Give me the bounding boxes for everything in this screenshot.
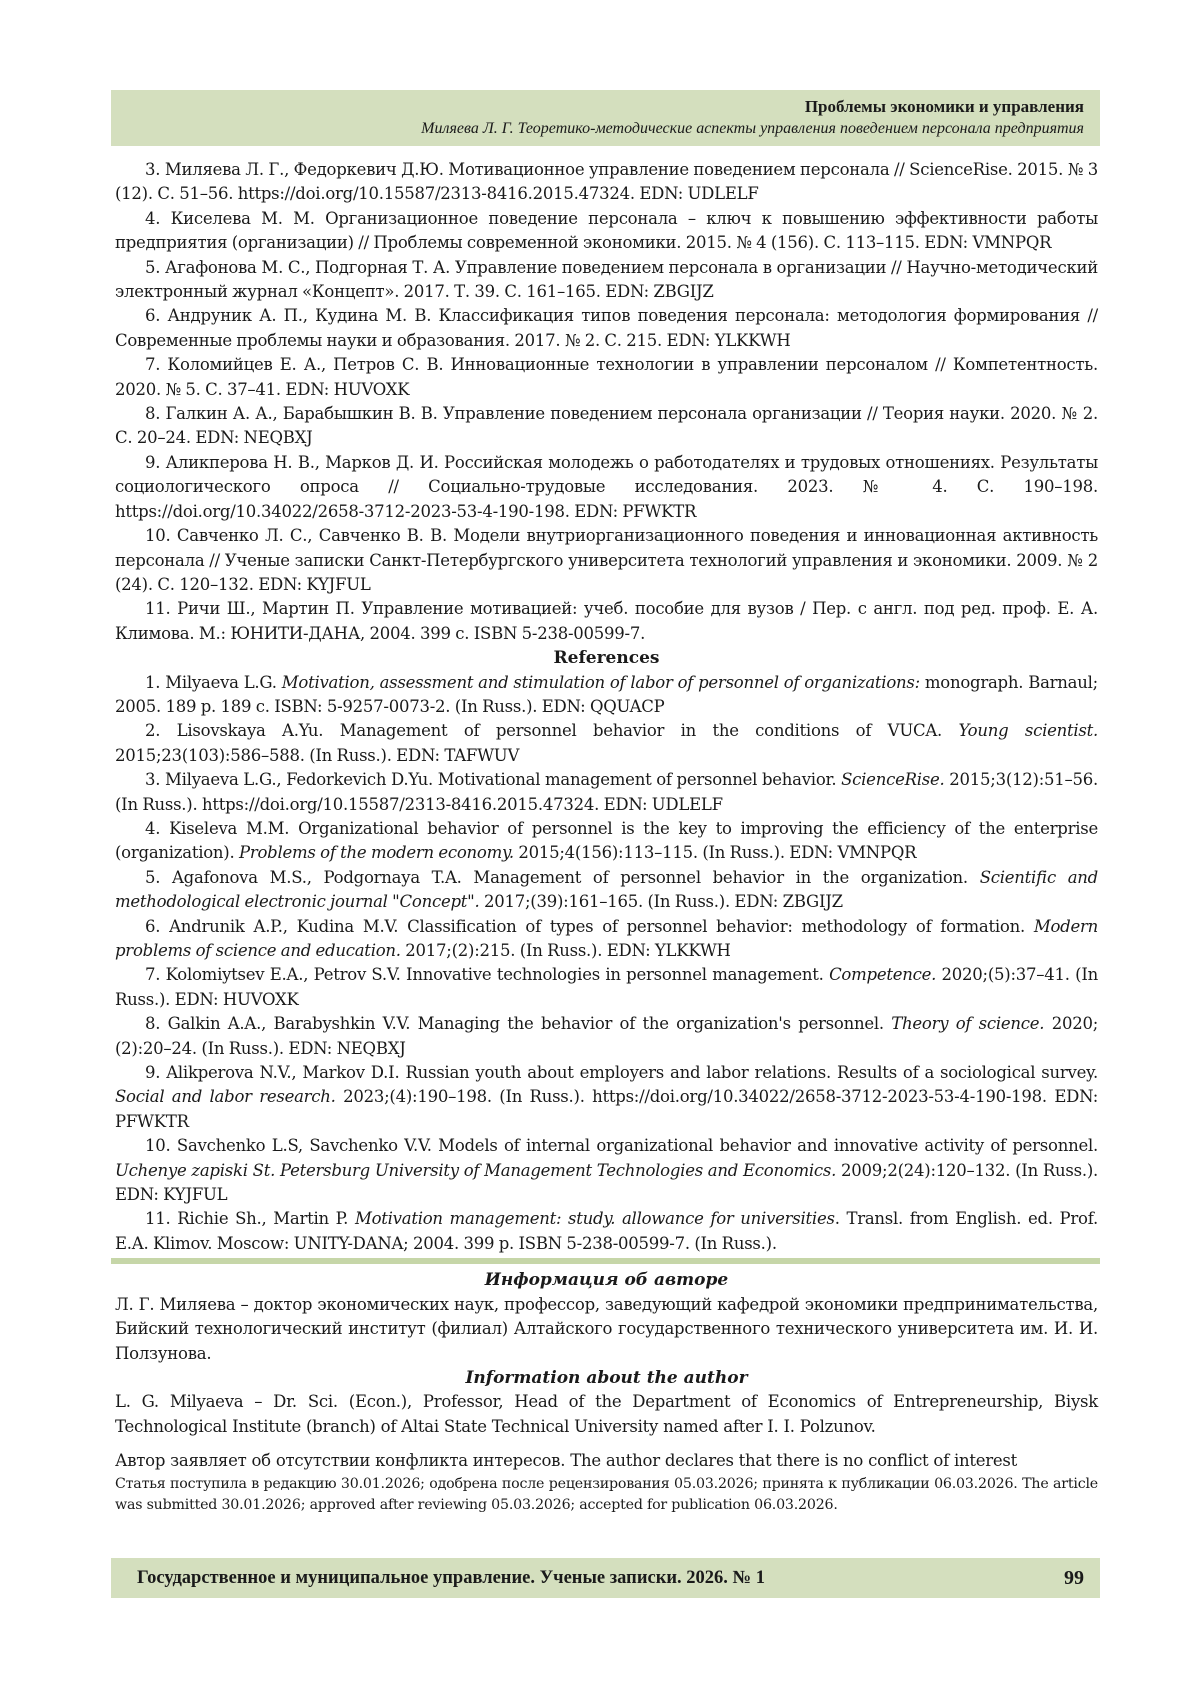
ru-reference-item: 6. Андруник А. П., Кудина М. В. Классификация типов поведения персонала: методология формирования // Современные проблемы науки и образования. 2017. № 2. С. 215. EDN: YLKKWH: [115, 306, 1098, 350]
ru-reference-item: 11. Ричи Ш., Мартин П. Управление мотивацией: учеб. пособие для вузов / Пер. с англ. под ред. проф. Е. А. Климова. М.: ЮНИТИ-ДАНА, 2004. 399 с. ISBN 5-238-00599-7.: [115, 599, 1098, 643]
en-reference-item: 3. Milyaeva L.G., Fedorkevich D.Yu. Motivational management of personnel behavior. ScienceRise. 2015;3(12):51–56. (In Russ.). https://doi.org/10.15587/2313-8416.2015.47324. EDN: UDLELF: [115, 770, 1098, 814]
en-reference-item: 2. Lisovskaya A.Yu. Management of personnel behavior in the conditions of VUCA. Young scientist. 2015;23(103):586–588. (In Russ.). EDN: TAFWUV: [115, 721, 1098, 765]
running-header: [111, 90, 1100, 146]
page-content: [115, 158, 1098, 1516]
en-reference-item: 10. Savchenko L.S, Savchenko V.V. Models of internal organizational behavior and innovative activity of personnel. Uchenye zapiski St. Petersburg University of Management Technologies and Economics. 2009;2(24):120–132. (In Russ.). EDN: KYJFUL: [115, 1136, 1099, 1205]
ru-reference-item: 10. Савченко Л. С., Савченко В. В. Модели внутриорганизационного поведения и инновационная активность персонала // Ученые записки Санкт-Петербургского университета технологий управления и экономики. 2009. № 2 (24). С. 120–132. EDN: KYJFUL: [115, 526, 1098, 594]
en-reference-item: 11. Richie Sh., Martin P. Motivation management: study. allowance for universities. Transl. from English. ed. Prof. E.A. Klimov. Moscow: UNITY-DANA; 2004. 399 p. ISBN 5-238-00599-7. (In Russ.).: [115, 1209, 1098, 1253]
en-reference-item: 9. Alikperova N.V., Markov D.I. Russian youth about employers and labor relations. Results of a sociological survey. Social and labor research. 2023;(4):190–198. (In Russ.). https://doi.org/10.34022/2658-3712-2023-53-4-190-198. EDN: PFWKTR: [115, 1063, 1099, 1131]
ru-reference-item: 8. Галкин А. А., Барабышкин В. В. Управление поведением персонала организации // Теория науки. 2020. № 2. С. 20–24. EDN: NEQBXJ: [115, 404, 1098, 448]
references-heading: References: [553, 648, 660, 669]
article-dates: Статья поступила в редакцию 30.01.2026; одобрена после рецензирования 05.03.2026; принята к публикации 06.03.2026. The article was submitted 30.01.2026; approved after reviewing 05.03.2026; accepted for publication 06.03.2026.: [115, 1475, 1098, 1513]
author-info: [115, 1268, 1098, 1439]
ru-reference-item: 7. Коломийцев Е. А., Петров С. В. Инновационные технологии в управлении персоналом // Компетентность. 2020. № 5. С. 37–41. EDN: HUVOXK: [115, 355, 1098, 399]
en-reference-item: 7. Kolomiytsev E.A., Petrov S.V. Innovative technologies in personnel management. Competence. 2020;(5):37–41. (In Russ.). EDN: HUVOXK: [115, 965, 1098, 1009]
author-info-heading-en: Information about the author: [465, 1367, 748, 1388]
author-info-heading-ru: Информация об авторе: [484, 1270, 729, 1291]
header-journal-title: Проблемы экономики и управления: [804, 97, 1084, 116]
ru-reference-item: 5. Агафонова М. С., Подгорная Т. А. Управление поведением персонала в организации // Научно-методический электронный журнал «Концепт». 2017. Т. 39. С. 161–165. EDN: ZBGIJZ: [115, 257, 1098, 302]
running-footer: [111, 1558, 1100, 1598]
en-reference-item: 1. Milyaeva L.G. Motivation, assessment and stimulation of labor of personnel of organizations: monograph. Barnaul; 2005. 189 p. 189 с. ISBN: 5-9257-0073-2. (In Russ.). EDN: QQUACP: [115, 672, 1098, 716]
header-article-title: Миляева Л. Г. Теоретико-методические аспекты управления поведением персонала предприятия: [421, 120, 1084, 137]
footer-journal-title: Государственное и муниципальное управление. Ученые записки. 2026. № 1: [137, 1567, 765, 1588]
conflict-statement: Автор заявляет об отсутствии конфликта интересов. The author declares that there is no conflict of interest: [115, 1451, 1018, 1471]
en-reference-item: 4. Kiseleva M.M. Organizational behavior of personnel is the key to improving the efficiency of the enterprise (organization). Problems of the modern economy. 2015;4(156):113–115. (In Russ.). EDN: VMNPQR: [115, 818, 1098, 863]
en-reference-item: 8. Galkin A.A., Barabyshkin V.V. Managing the behavior of the organization's personnel. Theory of science. 2020;(2):20–24. (In Russ.). EDN: NEQBXJ: [115, 1014, 1099, 1058]
author-info-text-en: L. G. Milyaeva – Dr. Sci. (Econ.), Professor, Head of the Department of Economics of Entrepreneurship, Biysk Technological Institute (branch) of Altai State Technical University named after I. I. Polzunov.: [115, 1392, 1098, 1436]
author-info-text-ru: Л. Г. Миляева – доктор экономических наук, профессор, заведующий кафедрой экономики предпринимательства, Бийский технологический институт (филиал) Алтайского государственного технического университета им. И. И. Ползунова.: [115, 1294, 1098, 1363]
en-reference-item: 5. Agafonova M.S., Podgornaya T.A. Management of personnel behavior in the organization. Scientific and methodological electronic journal "Concept". 2017;(39):161–165. (In Russ.). EDN: ZBGIJZ: [115, 867, 1098, 912]
page-number: 99: [1064, 1566, 1084, 1589]
en-reference-list: [115, 671, 1098, 1257]
section-divider: [111, 1258, 1100, 1264]
ru-reference-item: 3. Миляева Л. Г., Федоркевич Д.Ю. Мотивационное управление поведением персонала // ScienceRise. 2015. № 3 (12). С. 51–56. https://doi.org/10.15587/2313-8416.2015.47324. EDN: UDLELF: [115, 160, 1098, 204]
ru-reference-item: 4. Киселева М. М. Организационное поведение персонала – ключ к повышению эффективности работы предприятия (организации) // Проблемы современной экономики. 2015. № 4 (156). С. 113–115. EDN: VMNPQR: [115, 208, 1098, 253]
ru-reference-item: 9. Аликперова Н. В., Марков Д. И. Российская молодежь о работодателях и трудовых отношениях. Результаты социологического опроса // Социально-трудовые исследования. 2023. № 4. С. 190–198. https://doi.org/10.34022/2658-3712-2023-53-4-190-198. EDN: PFWKTR: [115, 452, 1098, 521]
en-reference-item: 6. Andrunik A.P., Kudina M.V. Classification of types of personnel behavior: methodology of formation. Modern problems of science and education. 2017;(2):215. (In Russ.). EDN: YLKKWH: [115, 916, 1098, 960]
ru-reference-list: [115, 158, 1098, 646]
